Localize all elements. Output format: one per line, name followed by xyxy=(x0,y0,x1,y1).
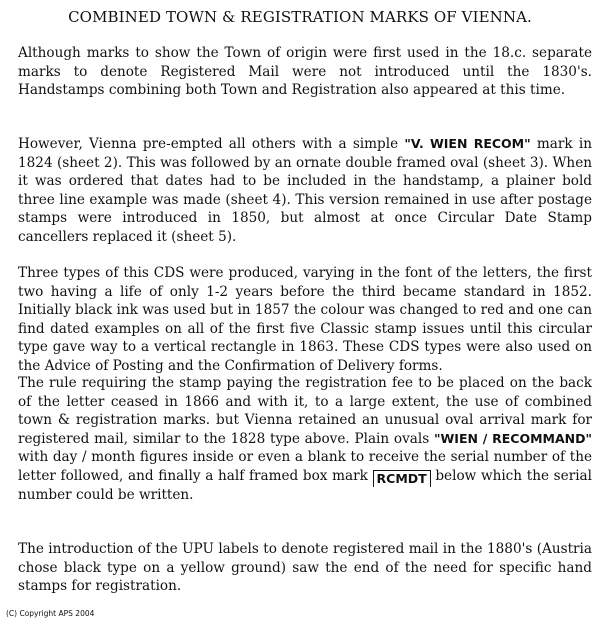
copyright-notice: (C) Copyright APS 2004 xyxy=(6,609,95,618)
paragraph-registration-fee xyxy=(18,374,592,504)
paragraph-text: The rule requiring the stamp paying the registration fee to be placed on the back of the letter ceased in 1866 and with it, to a large extent, the use of combined town & registration marks. but Vienna retained an unusual oval arrival mark for registered mail, similar to the 1828 type above. Plain ovals xyxy=(18,375,592,447)
paragraph-vienna-marks xyxy=(18,135,592,247)
paragraph-origins: Although marks to show the Town of origin were first used in the 18.c. separate marks to denote Registered Mail were not introduced until the 1830's. Handstamps combining both Town and Registration also appeared at this time. xyxy=(18,45,592,99)
mark-name-v-wien-recom: "V. WIEN RECOM" xyxy=(404,136,531,151)
rcmdt-box-mark: RCMDT xyxy=(373,470,431,487)
paragraph-text: with day / month figures inside or even a blank to receive the serial number of the letter followed, and finally a half framed box mark xyxy=(18,449,592,484)
paragraph-upu-labels: The introduction of the UPU labels to denote registered mail in the 1880's (Austria chose black type on a yellow ground) saw the end of the need for specific hand stamps for registration. xyxy=(18,541,592,595)
paragraph-cds-types: Three types of this CDS were produced, varying in the font of the letters, the first two having a life of only 1-2 years before the third became standard in 1852. Initially black ink was used but in 1857 the colour was changed to red and one can find dated examples on all of the first five Classic stamp issues until this circular type gave way to a vertical rectangle in 1863. These CDS types were also used on the Advice of Posting and the Confirmation of Delivery forms. xyxy=(18,265,592,374)
paragraph-text: However, Vienna pre-empted all others with a simple xyxy=(18,136,405,152)
paragraph-text: mark in 1824 (sheet 2). This was followed by an ornate double framed oval (sheet 3). When it was ordered that dates had to be included in the handstamp, a plainer bold three line example was made (sheet 4). This version remained in use after postage stamps were introduced in 1850, but almost at once Circular Date Stamp cancellers replaced it (sheet 5). xyxy=(18,136,592,245)
mark-name-wien-recommand: "WIEN / RECOMMAND" xyxy=(434,430,592,446)
paragraph-text: below which the serial number could be written. xyxy=(18,467,592,503)
page-title: COMBINED TOWN & REGISTRATION MARKS OF VIENNA. xyxy=(68,8,532,26)
